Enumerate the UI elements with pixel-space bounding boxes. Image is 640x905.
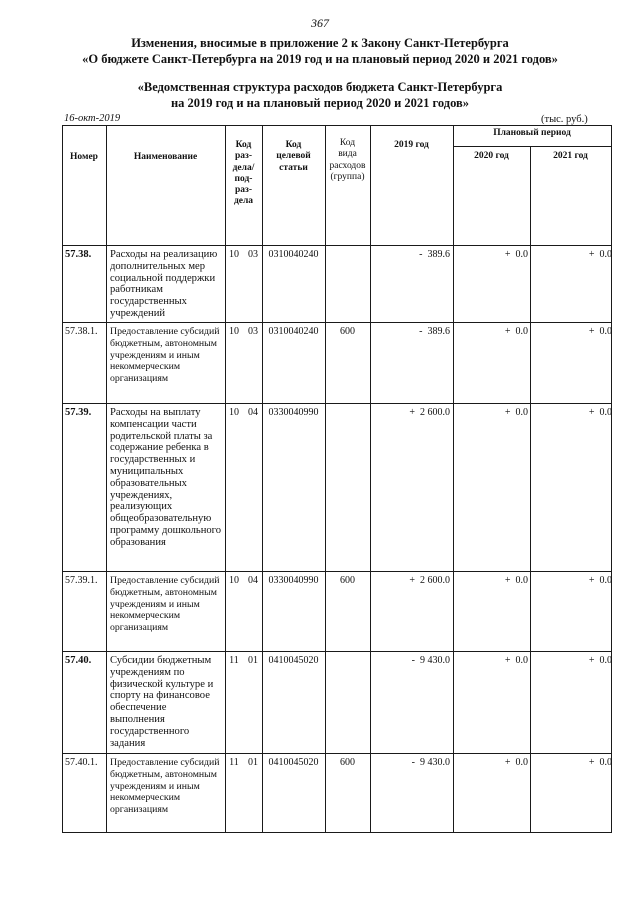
table-rule [325, 125, 326, 833]
document-title [0, 35, 640, 67]
units-label: (тыс. руб.) [541, 114, 588, 125]
title-line: «О бюджете Санкт-Петербурга на 2019 год и на плановый период 2020 и 2021 годов» [82, 52, 558, 66]
row-number: 57.39.1. [65, 575, 98, 586]
row-number: 57.38. [65, 249, 92, 260]
row-name: Предоставление субсидий бюджетным, автономным учреждениям и иным некоммерческим организациям [110, 575, 220, 634]
subtitle-line: на 2019 год и на плановый период 2020 и 2021 годов» [170, 96, 470, 110]
row-podrazdel: 03 [248, 326, 258, 337]
header-section-code: Код раз- дела/ под- раз- дела [232, 140, 255, 207]
table-rule [106, 125, 107, 833]
row-razdel: 10 [229, 326, 239, 337]
row-razdel: 10 [229, 575, 239, 586]
row-target-code: 0330040990 [268, 575, 319, 586]
row-amount-2021: + 0.0 [588, 575, 612, 586]
header-expense-type: Код вида расходов (группа) [329, 138, 366, 182]
table-rule [62, 125, 63, 833]
row-expense-type: 600 [340, 757, 355, 768]
header-2021: 2021 год [553, 151, 588, 161]
row-amount-2020: + 0.0 [504, 655, 528, 666]
row-amount-2021: + 0.0 [588, 326, 612, 337]
row-podrazdel: 03 [248, 249, 258, 260]
row-amount-2021: + 0.0 [588, 407, 612, 418]
row-amount-2020: + 0.0 [504, 757, 528, 768]
row-name: Субсидии бюджетным учреждениям по физической культуре и спорту на финансовое обеспечение выполнения государственного задания [110, 655, 214, 749]
row-amount-2021: + 0.0 [588, 655, 612, 666]
row-razdel: 11 [229, 757, 239, 768]
table-rule [370, 125, 371, 833]
header-name: Наименование [133, 152, 198, 162]
row-name: Предоставление субсидий бюджетным, автономным учреждениям и иным некоммерческим организациям [110, 326, 220, 385]
row-razdel: 11 [229, 655, 239, 666]
row-target-code: 0410045020 [268, 757, 319, 768]
row-amount-2020: + 0.0 [504, 575, 528, 586]
row-target-code: 0310040240 [268, 326, 319, 337]
table-rule [453, 125, 454, 833]
row-razdel: 10 [229, 407, 239, 418]
subtitle-line: «Ведомственная структура расходов бюджета Санкт-Петербурга [137, 80, 503, 94]
table-rule [453, 146, 612, 147]
title-line: Изменения, вносимые в приложение 2 к Закону Санкт-Петербурга [131, 36, 509, 50]
table-title [0, 79, 640, 111]
table-rule [611, 125, 612, 833]
row-amount-2019: + 2 600.0 [409, 407, 450, 418]
row-amount-2021: + 0.0 [588, 757, 612, 768]
row-amount-2020: + 0.0 [504, 326, 528, 337]
header-2019: 2019 год [394, 140, 429, 150]
row-podrazdel: 01 [248, 655, 258, 666]
row-podrazdel: 04 [248, 407, 258, 418]
row-amount-2021: + 0.0 [588, 249, 612, 260]
header-2020: 2020 год [474, 151, 509, 161]
header-target-code: Код целевой статьи [276, 140, 311, 173]
row-amount-2020: + 0.0 [504, 407, 528, 418]
page-number: 367 [311, 16, 329, 30]
row-name: Расходы на выплату компенсации части родительской платы за содержание ребенка в государственных и муниципальных образовательных учреждениях, реализующих общеобразовательную программу дошкольного образования [110, 407, 222, 548]
header-planned-period: Плановый период [493, 128, 571, 138]
row-number: 57.40.1. [65, 757, 98, 768]
row-expense-type: 600 [340, 575, 355, 586]
row-amount-2019: - 9 430.0 [411, 655, 450, 666]
row-name: Предоставление субсидий бюджетным, автономным учреждениям и иным некоммерческим организациям [110, 757, 220, 816]
table-rule [530, 146, 531, 833]
row-number: 57.40. [65, 655, 92, 666]
table-rule [62, 125, 612, 126]
table-rule [262, 125, 263, 833]
row-number: 57.38.1. [65, 326, 98, 337]
row-target-code: 0410045020 [268, 655, 319, 666]
row-expense-type: 600 [340, 326, 355, 337]
row-amount-2019: - 9 430.0 [411, 757, 450, 768]
table-rule [225, 125, 226, 833]
row-amount-2019: - 389.6 [419, 326, 450, 337]
row-target-code: 0310040240 [268, 249, 319, 260]
header-number: Номер [70, 152, 98, 162]
row-podrazdel: 01 [248, 757, 258, 768]
row-podrazdel: 04 [248, 575, 258, 586]
document-date: 16-окт-2019 [64, 113, 121, 124]
row-amount-2020: + 0.0 [504, 249, 528, 260]
row-number: 57.39. [65, 407, 92, 418]
row-target-code: 0330040990 [268, 407, 319, 418]
row-amount-2019: - 389.6 [419, 249, 450, 260]
row-name: Расходы на реализацию дополнительных мер социальной поддержки работникам государственных учреждений [110, 249, 218, 319]
row-razdel: 10 [229, 249, 239, 260]
row-amount-2019: + 2 600.0 [409, 575, 450, 586]
